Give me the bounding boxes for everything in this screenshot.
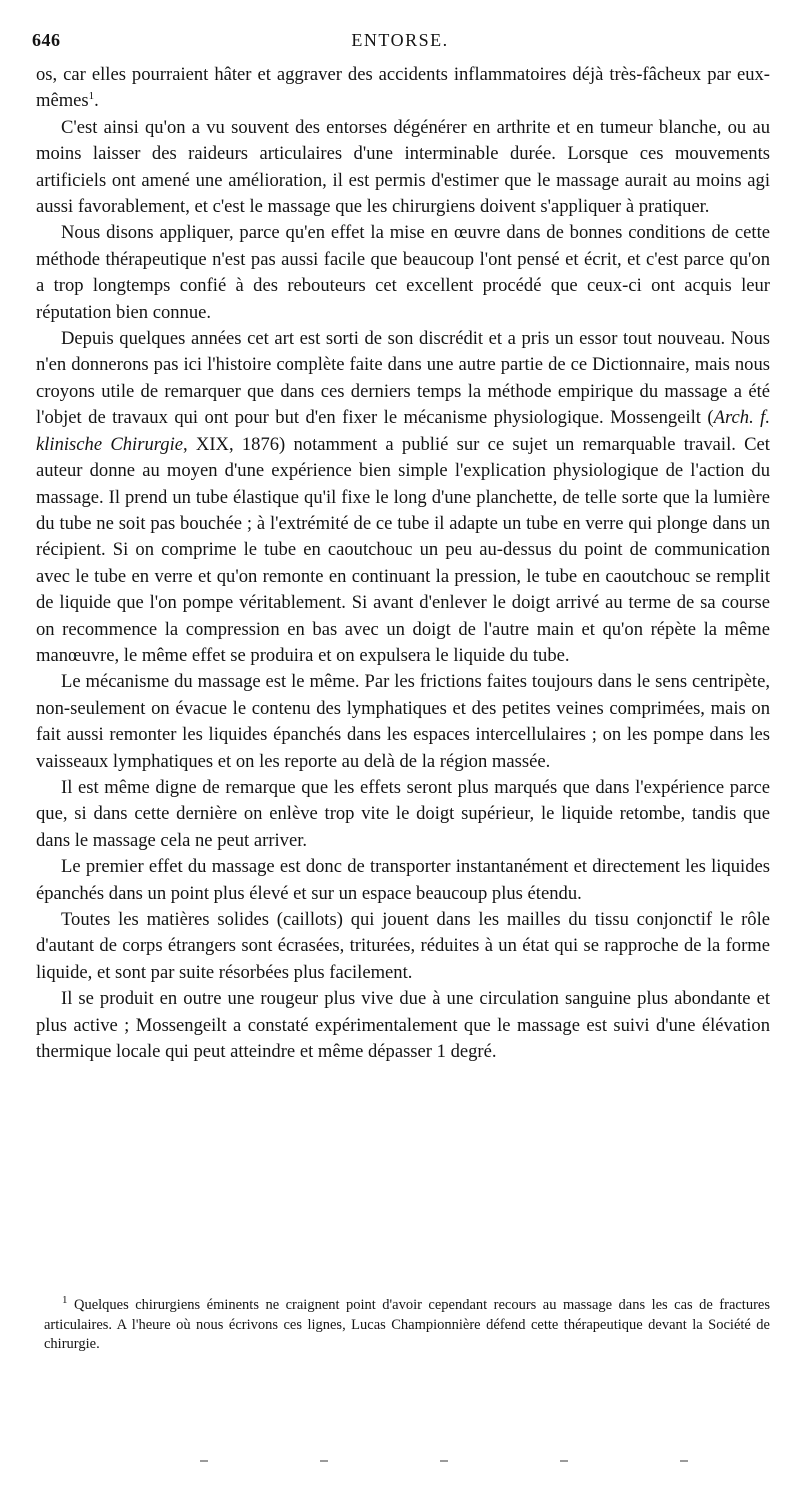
paragraph-text: Nous disons appliquer, parce qu'en effet la mise en œuvre dans de bonnes conditions de cette méthode thérapeutique n'est pas aussi facile que beaucoup l'ont pensé et écrit, et c'est parce qu'on a trop longtemps confié à des rebouteurs cet excellent procédé que ceux-ci ont acquis leur réputation bien connue. — [36, 222, 770, 323]
footnote — [44, 1296, 770, 1355]
paragraph — [36, 775, 770, 854]
italic-citation: Arch. f. klinische Chirurgie — [36, 407, 770, 455]
paragraph-text: Depuis quelques années cet art est sorti de son discrédit et a pris un essor tout nouveau. Nous n'en donnerons pas ici l'histoire complète faite dans une autre partie de ce Dictionnaire, mais nous croyons utile de remarquer que dans ces derniers temps la méthode empirique du massage a été l'objet de travaux qui ont pour but d'en fixer le mécanisme physiologique. Mossengeilt ( — [36, 328, 770, 429]
footnote-marker: 1 — [62, 1294, 68, 1307]
footnote-reference: 1 — [88, 90, 95, 103]
paragraph — [36, 669, 770, 775]
paragraph-text: Toutes les matières solides (caillots) qui jouent dans les mailles du tissu conjonctif le rôle d'autant de corps étrangers sont écrasées, triturées, réduites à un état qui se rapproche de la forme liquide, et sont par suite résorbées plus facilement. — [36, 909, 770, 983]
paragraph — [36, 907, 770, 986]
paragraph-text: Le mécanisme du massage est le même. Par les frictions faites toujours dans le sens centripète, non-seulement on évacue le contenu des lymphatiques et des petites veines comprimées, mais on fait aussi remonter les liquides épanchés dans les espaces intercellulaires ; on les pompe dans les vaisseaux lymphatiques et on les reporte au delà de la région massée. — [36, 671, 770, 772]
footnote-text: Quelques chirurgiens éminents ne craignent point d'avoir cependant recours au massage dans les cas de fractures articulaires. A l'heure où nous écrivons ces lignes, Lucas Championnière défend cette thérapeutique devant la Société de chirurgie. — [44, 1297, 770, 1352]
paragraph — [36, 854, 770, 907]
scan-artifact-marks — [200, 1460, 760, 1462]
paragraph-text: Le premier effet du massage est donc de transporter instantanément et directement les liquides épanchés dans un point plus élevé et sur un espace beaucoup plus étendu. — [36, 856, 770, 904]
body-text — [36, 62, 770, 1065]
paragraph — [36, 115, 770, 221]
page-header — [32, 30, 768, 56]
paragraph-text: C'est ainsi qu'on a vu souvent des entorses dégénérer en arthrite et en tumeur blanche, ou au moins laisser des raideurs articulaires d'une interminable durée. Lorsque ces mouvements artificiels ont amené une amélioration, il est permis d'estimer que le massage aurait au moins agi aussi favorablement, et c'est le massage que les chirurgiens doivent s'appliquer à pratiquer. — [36, 116, 770, 218]
paragraph-text: , XIX, 1876) notamment a publié sur ce sujet un remarquable travail. Cet auteur donne au moyen d'une expérience bien simple l'explication physiologique de l'action du massage. Il prend un tube élastique qu'il fixe le long d'une planchette, de telle sorte que la lumière du tube ne soit pas bouchée ; à l'extrémité de ce tube il adapte un tube en verre qui plonge dans un récipient. Si on comprime le tube en caoutchouc un peu au-dessus du point de communication avec le tube en verre et qu'on remonte en continuant la pression, le tube en caoutchouc se remplit de liquide que l'on pompe véritablement. Si avant d'enlever le doigt arrivé au terme de sa course on recommence la compression en bas avec un doigt de l'autre main et qu'on répète la même manœuvre, le même effet se produira et on expulsera le liquide du tube. — [36, 433, 770, 666]
page-number: 646 — [32, 30, 61, 50]
paragraph-text: . — [94, 90, 99, 112]
running-title: ENTORSE. — [351, 30, 449, 50]
paragraph-text: os, car elles pourraient hâter et aggraver des accidents inflammatoires déjà très-fâcheux par eux-mêmes — [36, 64, 770, 112]
footnotes — [44, 1296, 770, 1355]
paragraph — [36, 326, 770, 669]
paragraph — [36, 220, 770, 326]
paragraph-text: Il est même digne de remarque que les effets seront plus marqués que dans l'expérience parce que, si dans cette dernière on enlève trop vite le doigt supérieur, le liquide retombe, tandis que dans le massage cela ne peut arriver. — [36, 776, 770, 851]
paragraph — [36, 62, 770, 115]
paragraph — [36, 986, 770, 1065]
paragraph-text: Il se produit en outre une rougeur plus vive due à une circulation sanguine plus abondante et plus active ; Mossengeilt a constaté expérimentalement que le massage est suivi d'une élévation thermique locale qui peut atteindre et même dépasser 1 degré. — [36, 988, 770, 1063]
